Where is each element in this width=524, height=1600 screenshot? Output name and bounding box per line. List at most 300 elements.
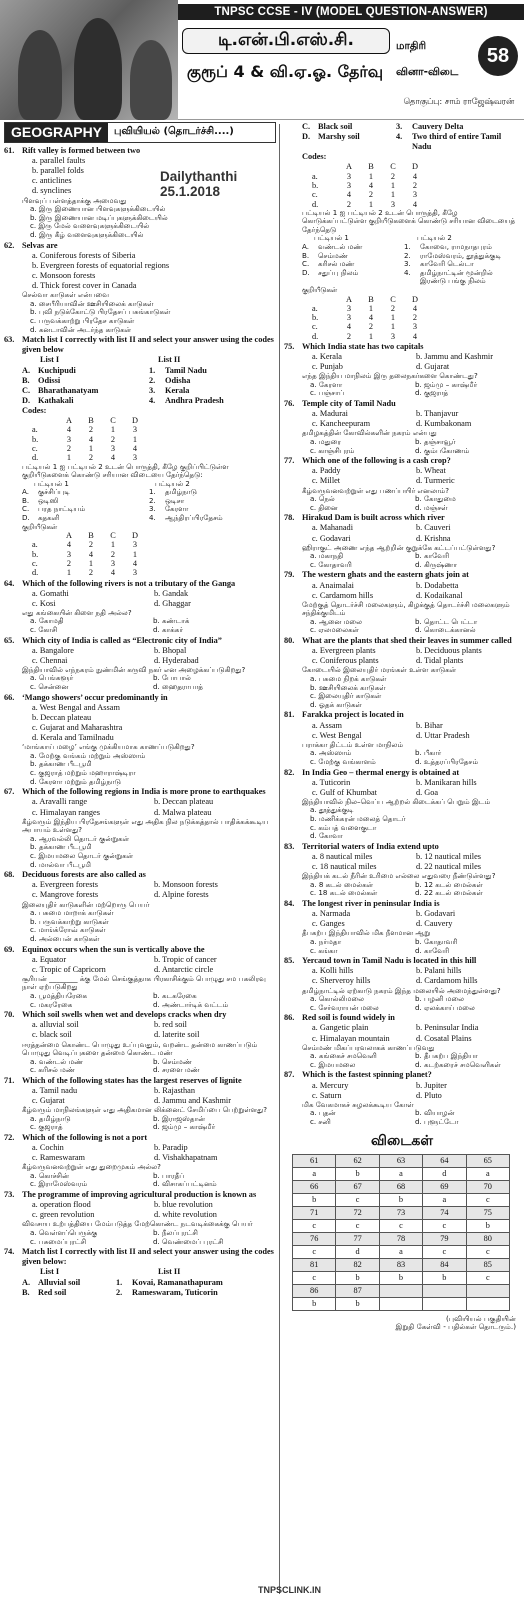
section-title-en: GEOGRAPHY [5,123,108,142]
pair-value: Two third of entire Tamil Nadu [412,132,502,152]
option-ta: c. சேர்வராயன் மலை [310,1002,379,1012]
options-ta [284,806,520,841]
codes-header [4,531,276,540]
question-head [4,1010,276,1020]
codes-label: Codes: [302,152,327,162]
pair-letter: B. [22,375,30,385]
codes-cell: 1 [110,425,116,435]
question-number: 66. [4,692,15,702]
question-head [284,399,520,409]
option-ta: c. பருவக்காற்று பிரதேச காடுகள் [30,315,135,325]
codes-cell: 1 [132,549,138,559]
option-ta: c. தினை [310,502,338,512]
codes-table-ta [4,531,276,577]
answer-letter-row [293,1297,510,1310]
question-text-ta: மேற்குத் தொடர்ச்சி மலைகளும், கிழக்குத் தொடர்ச்சி மலைகளும் சந்திக்குமிடம் [302,599,510,618]
option-ta: d. இரு கீழ் வளைவுகளுக்கிடையில் [30,229,144,239]
option: c. Sherveroy hills [312,976,371,986]
option-ta: b. வியாழன் [415,1108,455,1118]
codes-row [284,172,520,181]
question-text-ta: செம்மண் மிகப்பரவலாகக் காணப்படுவது [302,1042,435,1052]
codes-row [4,444,276,453]
codes-cell: 1 [368,199,374,209]
question-64 [4,579,276,635]
options [284,646,520,666]
answer-question-number: 79 [423,1232,466,1245]
codes-row [4,550,276,559]
question-72 [4,1133,276,1189]
codes-head-cell: C [390,294,396,304]
codes-label-ta: குறியீடுகள் [302,286,338,295]
option: d. Goa [416,787,439,797]
answer-letter: b [379,1271,422,1284]
option: b. Gandak [154,588,189,598]
pair-letter: B. [22,1287,30,1297]
option: a. Evergreen forests [32,880,98,890]
pair-value: Cauvery Delta [412,122,464,131]
option: c. Tropic of Capricorn [32,964,106,974]
option-ta: b. தக்காண பீடபூமி [30,842,92,852]
option: a. Mahanadi [312,523,354,533]
answer-letter: b [466,1219,509,1232]
answer-letter: b [423,1271,466,1284]
answer-question-number: 78 [379,1232,422,1245]
codes-head-cell: B [368,162,374,172]
answer-number-row [293,1232,510,1245]
option-ta: b. கண்டாக் [153,616,190,626]
option-ta: d. ஏலக்காய் மலை [415,1002,475,1012]
codes-cell: 1 [66,568,72,578]
pair-letter: D. [302,267,310,277]
question-text: Which of the following regions in India is more prone to earthquakes [22,787,266,797]
question-number: 84. [284,899,295,909]
pair-letter: 3. [149,504,156,514]
codes-cell: 4 [132,443,138,453]
codes-header [284,295,520,304]
question-head [4,636,276,646]
codes-cell: 2 [412,181,418,190]
option: c. Gujarat and Maharashtra [32,723,123,733]
question-65 [4,636,276,692]
codes-cell: 3 [346,303,352,313]
option: d. Antarctic circle [154,964,214,974]
question-text: In India Geo – thermal energy is obtained at [302,767,460,777]
pair-letter: C. [302,122,311,131]
option: d. Cardamom hills [416,976,478,986]
answer-question-number: 64 [423,1154,466,1167]
question-text: Which city of India is called as “Electronic city of India” [22,635,222,645]
codes-cell: 4 [110,453,116,463]
answer-question-number: 80 [466,1232,509,1245]
codes-table [4,416,276,462]
question-number: 62. [4,240,15,250]
option: d. Ghaggar [154,598,191,608]
option-ta: c. பஞ்சாப் [310,388,345,398]
option-ta: d. கும்பகோணம் [415,445,470,455]
answer-question-number: 71 [293,1206,336,1219]
codes-row [4,425,276,434]
codes-cell: 3 [132,453,138,463]
codes-head-cell: B [88,531,94,541]
option: b. Palani hills [416,966,462,976]
option: d. Kumbakonam [416,419,472,429]
question-head [284,636,520,646]
codes-cell: 3 [412,190,418,200]
options [4,1200,276,1220]
site-watermark: TNPSCLINK.IN [258,1585,321,1595]
question-number: 68. [4,870,15,880]
answer-letter: c [293,1245,336,1258]
question-number: 79. [284,570,295,580]
codes-head-cell: D [132,531,138,541]
question-text-ta: பட்டியல் 1 ஐ பட்டியல் 2 உடன் பொருத்தி, கீழே குறிப்பிட்டுள்ள குறியீடுகளைக் கொண்டு சரியான விடையை தேர்ந்தெடு: [22,461,229,479]
option-ta: b. மணிக்கரன் மலைத் தொடர் [310,814,406,824]
codes-head-cell [312,295,338,304]
options-ta [284,881,520,898]
option: b. blue revolution [154,1200,213,1210]
question-75 [284,342,520,398]
codes-row [4,559,276,568]
codes-cell: 2 [110,549,116,559]
codes-cell: 2 [66,443,72,453]
codes-cell: a. [312,303,318,313]
option-ta: d. குஜராத் [415,388,449,398]
option-ta: d. அண்டார்டிக் வட்டம் [153,999,229,1009]
exam-strip: TNPSC CCSE - IV (MODEL QUESTION-ANSWER) [178,4,524,20]
answer-key-table [292,1154,510,1311]
option: c. Himalayan ranges [32,807,100,817]
pair-value: காவேரி டெல்டா [420,259,474,269]
answer-letter: c [466,1245,509,1258]
codes-head-cell: C [110,416,116,426]
codes-table-ta [284,295,520,341]
option-ta: a. தூத்துக்குடி [310,805,354,815]
codes-head-cell: A [66,416,72,426]
options [284,409,520,429]
question-number: 78. [284,513,295,523]
options [284,581,520,601]
option-ta: d. கனடாவின் அடர்ந்த காடுகள் [30,324,132,334]
question-head [4,1190,276,1200]
question-number: 67. [4,787,15,797]
option-ta: a. இரு இணையான பிளவுகளுக்கிடையில் [30,204,166,214]
option: a. alluvial soil [32,1020,79,1030]
options [284,721,520,741]
option: b. Cauveri [416,523,451,533]
option-ta: a. வண்டல் மண் [30,1056,84,1066]
codes-cell: 1 [390,322,396,332]
option-ta: b. தஞ்சாவூர் [415,436,456,446]
question-number: 77. [284,456,295,466]
codes-cell: 1 [390,181,396,190]
option: d. Turmeric [416,476,455,486]
option-ta: a. நர்மதா [310,936,342,946]
continuation-note [284,1315,520,1332]
option: b. Deccan plateau [32,712,92,722]
question-86 [284,1013,520,1069]
question-78 [284,513,520,569]
answer-letter-row [293,1245,510,1258]
question-text: Which India state has two capitals [302,342,424,352]
question-text: Which soil swells when wet and develops cracks when dry [22,1010,227,1020]
option: c. Kancheepuram [312,419,371,429]
option: a. Gangetic plain [312,1023,369,1033]
codes-cell: 3 [132,540,138,550]
pair-letter: 1. [404,241,411,251]
question-69 [4,945,276,1010]
pair-letter: 2. [116,1287,123,1297]
option-ta: d. புளூட்டோ [415,1116,459,1126]
answer-question-number: 82 [336,1258,379,1271]
option-ta: c. இமயமலை [310,1059,356,1069]
question-head [4,787,276,797]
options [284,909,520,929]
option: d. white revolution [154,1210,217,1220]
options [284,523,520,543]
watermark-line1: Dailythanthi [160,169,238,184]
pair-letter: 1. [116,1277,123,1287]
codes-cell: 4 [346,322,352,332]
options-ta [284,1109,520,1126]
option-ta: b. கடகரேகை [153,990,197,1000]
option: b. Wheat [416,466,446,476]
answer-question-number: 66 [293,1180,336,1193]
answer-question-number [423,1284,466,1297]
pair-value: Odisha [165,375,191,385]
pair-letter: A. [22,487,29,497]
option-ta: a. பூமத்தியரேகை [30,990,88,1000]
answer-letter: c [466,1271,509,1284]
codes-head-cell: A [66,531,72,541]
option: a. Gomathi [32,588,69,598]
answer-question-number: 75 [466,1206,509,1219]
question-text-ta: இந்தியாவில் நில–வெப்ப ஆற்றல் கிடைக்கப் பெறும் இடம் [302,796,491,806]
options-ta [284,438,520,455]
option-ta: d. மால்வா பீடபூமி [30,859,91,869]
list-ii-heading-ta: பட்டியல் 2 [417,234,452,243]
codes-cell: 4 [368,313,374,323]
question-81 [284,710,520,766]
codes-row [284,313,520,322]
pair-letter: 1. [149,487,156,497]
option: c. Chennai [32,655,68,665]
question-text-ta: கீழ்வருவனவற்றுள் எது துறைமுகம் அல்ல? [22,1162,161,1172]
question-number: 73. [4,1190,15,1200]
codes-cell: b. [32,549,39,559]
option-ta: c. பசுமைப்புரட்சி [30,1236,87,1246]
pair-letter: B. [302,250,310,260]
option: a. 8 nautical miles [312,852,373,862]
pair-value: கரிசல் மண் [318,259,355,269]
answer-letter: b [293,1297,336,1310]
answers-title: விடைகள் [371,1132,433,1149]
pair-letter: D. [22,512,30,522]
option-ta: a. அஸ்ஸாம் [310,748,352,758]
question-head [4,1133,276,1143]
codes-cell: 2 [390,171,396,181]
section-heading [4,122,276,143]
question-head [284,570,520,580]
codes-head-cell [32,531,58,540]
banner-title-line2: குரூப் 4 & வி.ஏ.ஓ. தேர்வு [186,62,384,81]
pair-letter: 3. [149,385,156,395]
pair-value: பரத நாட்டியம் [38,504,86,514]
option-ta: d. கடற்கரைச் சமவெளிகள் [415,1059,501,1069]
codes-cell: c. [312,322,318,332]
question-text-ta: செல்வா காடுகள் என்பவை [22,290,110,300]
options [4,797,276,817]
answer-letter: c [293,1219,336,1232]
question-head [4,579,276,589]
question-text-ta: பராக்கா திட்டம் உள்ள மாநிலம் [302,739,404,749]
codes-table [284,162,520,208]
question-head [284,899,520,909]
option-ta: c. குஜராத் [30,1122,63,1132]
question-87 [284,1070,520,1126]
question-number: 83. [284,841,295,851]
option-ta: c. மாங்க்ரோவ் காடுகள் [30,925,106,935]
question-text-ta: எது கங்கையின் கிளை நதி அல்ல? [22,607,132,617]
question-74 [4,1247,276,1298]
pair-letter: 1. [149,365,156,375]
pair-letter: 4. [149,395,156,405]
question-head [4,870,276,880]
option: a. Assam [312,720,342,730]
issue-number-badge: 58 [478,36,518,76]
option: d. Vishakhapatnam [154,1153,218,1163]
question-67 [4,787,276,869]
question-76 [284,399,520,455]
answer-letter: a [379,1245,422,1258]
source-watermark [160,170,237,200]
answer-number-row [293,1180,510,1193]
codes-cell: 3 [132,568,138,578]
options [4,589,276,609]
pair-value: Red soil [38,1287,67,1297]
answer-letter [423,1297,466,1310]
codes-cell: 2 [66,558,72,568]
answer-letter: a [379,1167,422,1180]
option: c. Gulf of Khumbat [312,787,377,797]
pair-value: Tamil Nadu [165,365,207,375]
options-ta [284,995,520,1012]
question-text: Which of the following states has the largest reserves of lignite [22,1075,242,1085]
question-63 [4,335,276,577]
pair-letter: D. [302,132,311,142]
option-ta: a. புதன் [310,1108,336,1118]
pair-value: Kovai, Ramanathapuram [132,1277,223,1287]
match-pairs-ta [284,243,520,286]
options [284,1023,520,1043]
question-text: Which of the following rivers is not a tributary of the Ganga [22,578,236,588]
option: d. Kodaikanal [416,590,463,600]
option: b. Monsoon forests [154,880,218,890]
answer-letter: c [336,1193,379,1206]
option-ta: d. கிருஷ்ணா [415,559,458,569]
codes-cell: 3 [110,558,116,568]
codes-cell: 4 [346,190,352,200]
options-ta [4,300,276,335]
option-ta: a. சைபீரியாவின் ஊசியிலைக் காடுகள் [30,298,154,308]
pair-letter: A. [302,241,309,251]
option-ta: b. தீபகற்ப இந்தியா [415,1051,478,1061]
option-ta: c. கோசி [30,625,58,634]
answer-question-number: 81 [293,1258,336,1271]
codes-cell: 4 [412,171,418,181]
codes-row [4,540,276,549]
question-number: 61. [4,146,15,155]
codes-cell: 2 [346,331,352,341]
option-ta: d. வெண்மைப் புரட்சி [153,1236,224,1246]
question-head [4,693,276,703]
question-text-ta: தமிழகத்தின் கோவில்களின் நகரம் என்பது [302,428,437,438]
answer-letter: a [423,1193,466,1206]
question-66 [4,693,276,787]
question-number: 69. [4,944,15,954]
question-text-ta: ஹிராகுட் அணை எந்த ஆற்றின் குறுக்கே கட்டப்பட்டுள்ளது? [302,542,496,552]
option: c. West Bengal [312,730,362,740]
option: c. Gujarat [32,1096,65,1106]
option: d. Malwa plateau [154,807,212,817]
option: a. Kerala [312,352,342,362]
option-ta: d. கேரளா மற்றும் தமிழ்நாடு [30,776,121,786]
option: a. Equator [32,954,67,964]
codes-cell: a. [32,425,38,435]
question-text-ta: விவசாய உற்பத்தியை மேம்படுத்த மேற்கொண்ட நடவடிக்கைக்கு பெயர் [22,1219,253,1229]
answer-question-number: 69 [423,1180,466,1193]
answer-letter: d [423,1167,466,1180]
codes-cell: b. [312,313,319,323]
codes-cell: 2 [346,199,352,209]
option: b. Thanjavur [416,409,459,419]
option-ta: b. கோதுமை [415,494,456,504]
codes-cell: c. [32,558,38,568]
codes-cell: b. [32,434,39,444]
option-ta: b. கோதாவரி [415,936,458,946]
option-ta: b. இராஜஸ்தான் [153,1113,206,1123]
banner-tag-model: மாதிரி [396,40,427,52]
option: d. Cosatal Plains [416,1033,472,1043]
list-i-heading: List I [40,355,60,365]
answer-question-number: 85 [466,1258,509,1271]
section-title-ta: புவியியல் (தொடர்ச்சி....) [114,126,234,138]
pair-value: ஒடிசா [165,495,185,505]
codes-cell: 2 [368,322,374,332]
question-83 [284,842,520,898]
options [4,251,276,291]
codes-cell: 3 [110,443,116,453]
question-text: Which of the following is not a port [22,1132,148,1142]
pair-letter: B. [22,495,30,505]
option-ta: b. தொட்ட பெட்டா [415,616,478,626]
question-text-ta: ‘மாங்காய் மழை’ எங்கு முக்கியமாக காணப்படுகிறது? [22,742,195,752]
answer-letter: b [336,1297,379,1310]
pair-letter: 3. [396,122,403,131]
pair-letter: C. [302,259,310,269]
question-head [284,1013,520,1023]
option-ta: c. கரிசல் மண் [30,1065,75,1075]
pair-letter: 2. [149,375,156,385]
option: c. Millet [312,476,341,486]
option-ta: c. கோதாவரி [310,559,352,569]
option-ta: a. பெங்களூர் [30,673,74,683]
codes-head-cell: A [346,162,352,172]
answer-question-number: 65 [466,1154,509,1167]
codes-cell: 1 [132,434,138,444]
question-79 [284,570,520,635]
pair-letter: 3. [404,259,411,269]
option: d. Cauvery [416,919,453,929]
